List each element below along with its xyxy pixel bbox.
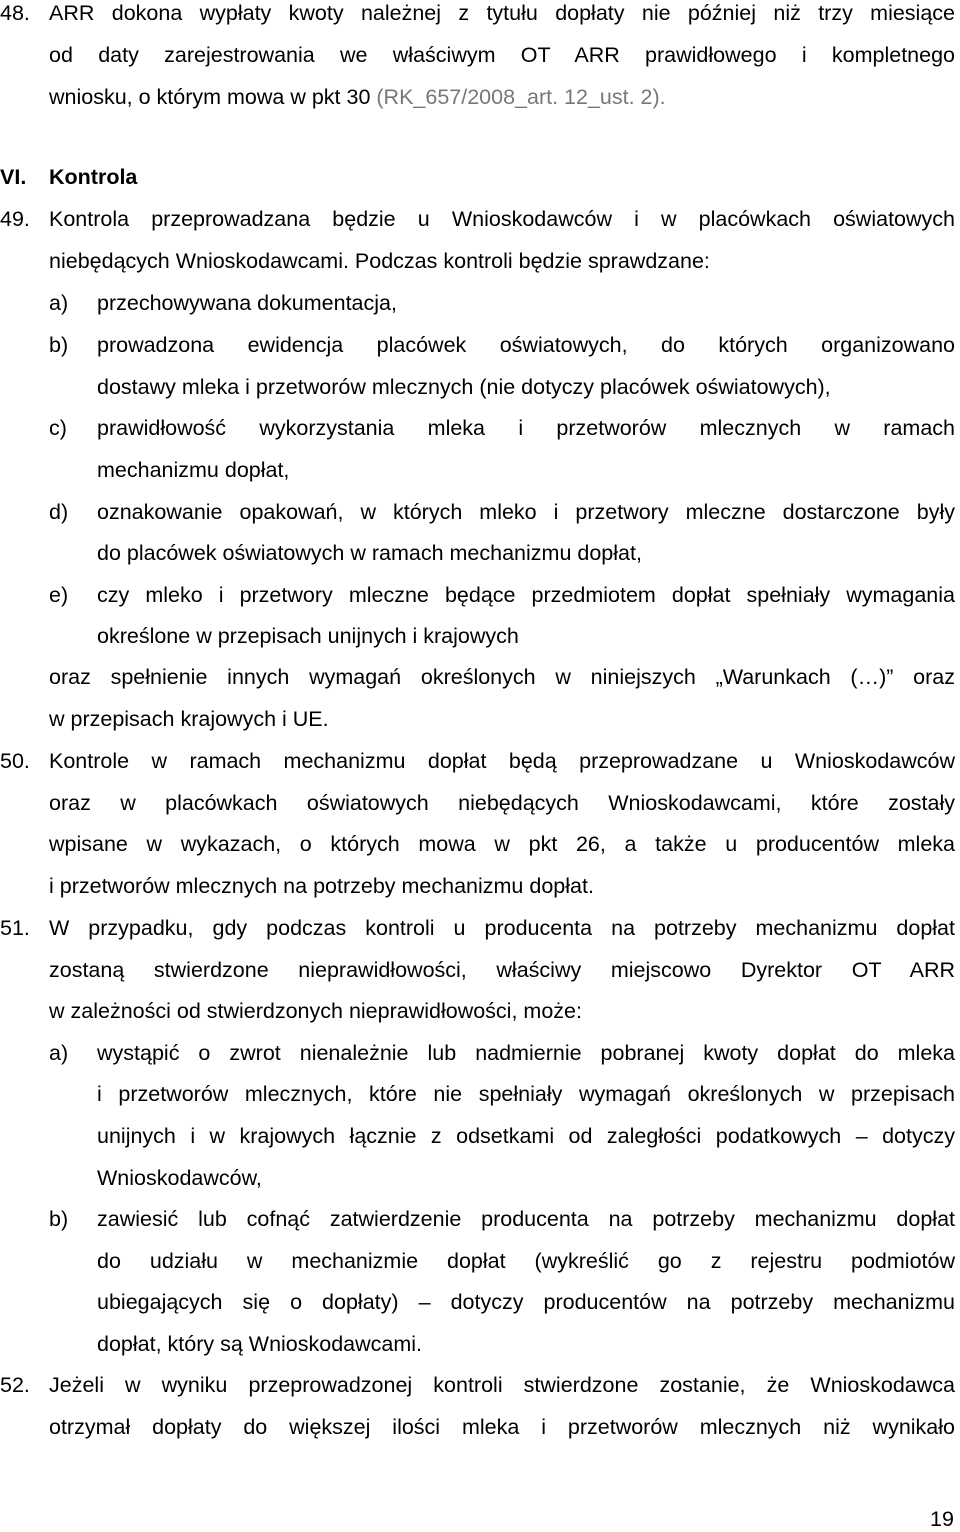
list-label-d: d) [49, 500, 69, 524]
page-number: 19 [930, 1507, 954, 1531]
paragraph-number: 51. [0, 916, 30, 940]
paragraph-51-line-3: w zależności od stwierdzonych nieprawidłowości, może: [49, 999, 582, 1023]
list-label-e: e) [49, 583, 69, 607]
paragraph-52-line-2: otrzymał dopłaty do większej ilości mleka i przetworów mlecznych niż wynikało [49, 1415, 955, 1439]
list-label-a: a) [49, 291, 69, 315]
list-item-b-line-4: dopłat, który są Wnioskodawcami. [97, 1332, 423, 1356]
list-item-a-line-4: Wnioskodawców, [97, 1166, 262, 1190]
legal-reference: (RK_657/2008_art. 12_ust. 2) [370, 85, 660, 109]
list-item-c-line-2: mechanizmu dopłat, [97, 458, 290, 482]
list-label-b: b) [49, 333, 69, 357]
list-item-a-line-2: i przetworów mlecznych, które nie spełniały wymagań określonych w przepisach [97, 1082, 955, 1106]
list-item-a-line-1: wystąpić o zwrot nienależnie lub nadmiernie pobranej kwoty dopłat do mleka [97, 1041, 955, 1065]
paragraph-49-line-1: Kontrola przeprowadzana będzie u Wnioskodawców i w placówkach oświatowych [49, 207, 955, 231]
paragraph-50-line-1: Kontrole w ramach mechanizmu dopłat będą przeprowadzane u Wnioskodawców [49, 749, 955, 773]
paragraph-52-line-1: Jeżeli w wyniku przeprowadzonej kontroli stwierdzone zostanie, że Wnioskodawca [49, 1373, 955, 1397]
paragraph-48-line-2: od daty zarejestrowania we właściwym OT ARR prawidłowego i kompletnego [49, 43, 955, 67]
list-item-b-line-3: ubiegających się o dopłaty) – dotyczy producentów na potrzeby mechanizmu [97, 1290, 955, 1314]
paragraph-48-line-1: ARR dokona wypłaty kwoty należnej z tytułu dopłaty nie później niż trzy miesiące [49, 1, 955, 25]
list-item-b-line-1: zawiesić lub cofnąć zatwierdzenie producenta na potrzeby mechanizmu dopłat [97, 1207, 955, 1231]
list-label-b: b) [49, 1207, 69, 1231]
section-title: Kontrola [49, 165, 138, 189]
list-label-c: c) [49, 416, 67, 440]
paragraph-51-line-2: zostaną stwierdzone nieprawidłowości, właściwy miejscowo Dyrektor OT ARR [49, 958, 955, 982]
paragraph-50-line-4: i przetworów mlecznych na potrzeby mechanizmu dopłat. [49, 874, 594, 898]
list-item-b-line-2: do udziału w mechanizmie dopłat (wykreślić go z rejestru podmiotów [97, 1249, 955, 1273]
list-item-a: przechowywana dokumentacja, [97, 291, 397, 315]
list-item-d-line-1: oznakowanie opakowań, w których mleko i przetwory mleczne dostarczone były [97, 500, 955, 524]
paragraph-50-line-2: oraz w placówkach oświatowych niebędących Wnioskodawcami, które zostały [49, 791, 955, 815]
paragraph-49-tail-line-1: oraz spełnienie innych wymagań określonych w niniejszych „Warunkach (…)” oraz [49, 665, 955, 689]
list-item-b-line-2: dostawy mleka i przetworów mlecznych (nie dotyczy placówek oświatowych), [97, 375, 831, 399]
paragraph-49-line-2: niebędących Wnioskodawcami. Podczas kontroli będzie sprawdzane: [49, 249, 710, 273]
list-item-a-line-3: unijnych i w krajowych łącznie z odsetkami od zaległości podatkowych – dotyczy [97, 1124, 955, 1148]
paragraph-51-line-1: W przypadku, gdy podczas kontroli u producenta na potrzeby mechanizmu dopłat [49, 916, 955, 940]
list-item-c-line-1: prawidłowość wykorzystania mleka i przetworów mlecznych w ramach [97, 416, 955, 440]
paragraph-48-end: . [659, 85, 666, 109]
list-item-d-line-2: do placówek oświatowych w ramach mechanizmu dopłat, [97, 541, 642, 565]
list-item-e-line-1: czy mleko i przetwory mleczne będące przedmiotem dopłat spełniały wymagania [97, 583, 955, 607]
paragraph-48-line-3 [49, 84, 666, 110]
paragraph-number: 52. [0, 1373, 30, 1397]
list-item-e-line-2: określone w przepisach unijnych i krajowych [97, 624, 519, 648]
paragraph-number: 50. [0, 749, 30, 773]
paragraph-49-tail-line-2: w przepisach krajowych i UE. [49, 707, 329, 731]
list-label-a: a) [49, 1041, 69, 1065]
paragraph-48-text: wniosku, o którym mowa w pkt 30 [49, 85, 371, 109]
section-number: VI. [0, 165, 27, 189]
list-item-b-line-1: prowadzona ewidencja placówek oświatowych, do których organizowano [97, 333, 955, 357]
paragraph-50-line-3: wpisane w wykazach, o których mowa w pkt 26, a także u producentów mleka [49, 832, 955, 856]
paragraph-number: 48. [0, 1, 30, 25]
paragraph-number: 49. [0, 207, 30, 231]
